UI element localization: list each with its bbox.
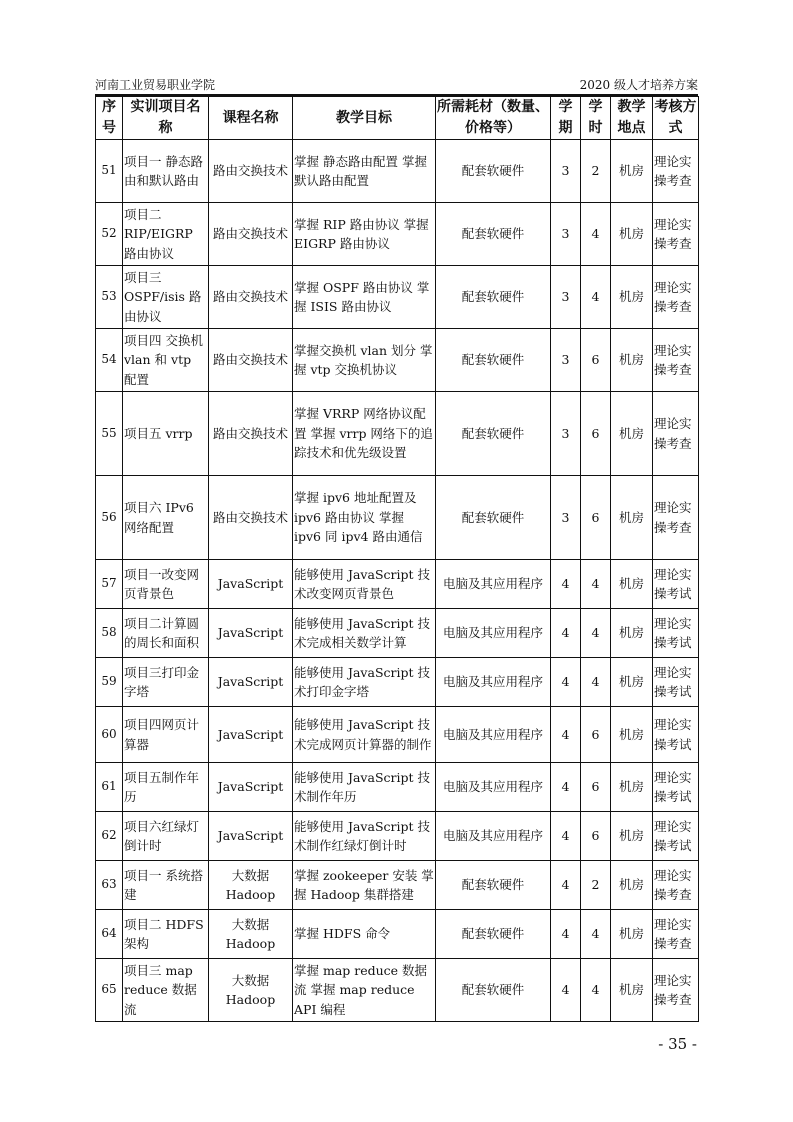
row-course: 大数据 Hadoop — [209, 910, 293, 959]
row-place: 机房 — [611, 959, 653, 1022]
row-materials: 配套软硬件 — [436, 910, 551, 959]
row-hours: 6 — [581, 392, 611, 476]
row-project: 项目四网页计算器 — [123, 707, 209, 763]
row-exam: 理论实操考试 — [653, 609, 699, 658]
row-course: 大数据 Hadoop — [209, 959, 293, 1022]
row-materials: 电脑及其应用程序 — [436, 609, 551, 658]
row-goal: 能够使用 JavaScript 技术打印金字塔 — [293, 658, 436, 707]
row-course: 路由交换技术 — [209, 140, 293, 203]
row-exam: 理论实操考查 — [653, 329, 699, 392]
row-hours: 4 — [581, 959, 611, 1022]
table-row — [96, 329, 699, 392]
row-hours: 6 — [581, 476, 611, 560]
row-course: 路由交换技术 — [209, 476, 293, 560]
row-project: 项目一 系统搭建 — [123, 861, 209, 910]
row-place: 机房 — [611, 812, 653, 861]
row-no: 55 — [96, 392, 123, 476]
row-place: 机房 — [611, 203, 653, 266]
row-term: 3 — [551, 140, 581, 203]
row-goal: 掌握 zookeeper 安装 掌握 Hadoop 集群搭建 — [293, 861, 436, 910]
row-no: 65 — [96, 959, 123, 1022]
row-term: 4 — [551, 609, 581, 658]
row-project: 项目三打印金字塔 — [123, 658, 209, 707]
header-project: 实训项目名称 — [123, 97, 209, 140]
plan-title: 2020 级人才培养方案 — [579, 78, 698, 92]
row-term: 3 — [551, 392, 581, 476]
row-project: 项目二 HDFS 架构 — [123, 910, 209, 959]
row-materials: 配套软硬件 — [436, 861, 551, 910]
header-place: 教学地点 — [611, 97, 653, 140]
row-place: 机房 — [611, 476, 653, 560]
row-term: 4 — [551, 763, 581, 812]
row-course: 路由交换技术 — [209, 392, 293, 476]
row-project: 项目一改变网页背景色 — [123, 560, 209, 609]
row-hours: 6 — [581, 329, 611, 392]
row-no: 51 — [96, 140, 123, 203]
row-term: 4 — [551, 560, 581, 609]
row-place: 机房 — [611, 658, 653, 707]
row-exam: 理论实操考查 — [653, 140, 699, 203]
row-materials: 配套软硬件 — [436, 959, 551, 1022]
row-no: 60 — [96, 707, 123, 763]
header-hours: 学时 — [581, 97, 611, 140]
table-row — [96, 812, 699, 861]
row-goal: 掌握 ipv6 地址配置及 ipv6 路由协议 掌握 ipv6 同 ipv4 路由通信 — [293, 476, 436, 560]
row-course: JavaScript — [209, 658, 293, 707]
school-name: 河南工业贸易职业学院 — [95, 78, 216, 92]
header-exam: 考核方式 — [653, 97, 699, 140]
table-row — [96, 392, 699, 476]
row-course: JavaScript — [209, 560, 293, 609]
row-course: 路由交换技术 — [209, 203, 293, 266]
row-project: 项目二计算圆的周长和面积 — [123, 609, 209, 658]
table-row — [96, 910, 699, 959]
table-header-row — [96, 97, 699, 140]
row-materials: 配套软硬件 — [436, 203, 551, 266]
row-hours: 4 — [581, 203, 611, 266]
header-course: 课程名称 — [209, 97, 293, 140]
row-materials: 电脑及其应用程序 — [436, 658, 551, 707]
row-term: 4 — [551, 707, 581, 763]
row-no: 61 — [96, 763, 123, 812]
row-exam: 理论实操考查 — [653, 910, 699, 959]
row-project: 项目一 静态路由和默认路由 — [123, 140, 209, 203]
row-hours: 4 — [581, 266, 611, 329]
row-materials: 配套软硬件 — [436, 266, 551, 329]
row-materials: 电脑及其应用程序 — [436, 707, 551, 763]
table-row — [96, 861, 699, 910]
row-project: 项目四 交换机 vlan 和 vtp 配置 — [123, 329, 209, 392]
row-place: 机房 — [611, 140, 653, 203]
row-goal: 掌握 静态路由配置 掌握 默认路由配置 — [293, 140, 436, 203]
row-course: JavaScript — [209, 707, 293, 763]
row-course: 大数据 Hadoop — [209, 861, 293, 910]
row-place: 机房 — [611, 329, 653, 392]
row-hours: 6 — [581, 812, 611, 861]
row-no: 54 — [96, 329, 123, 392]
row-materials: 电脑及其应用程序 — [436, 812, 551, 861]
training-table — [95, 96, 699, 1022]
row-goal: 掌握交换机 vlan 划分 掌握 vtp 交换机协议 — [293, 329, 436, 392]
row-term: 3 — [551, 266, 581, 329]
row-term: 4 — [551, 658, 581, 707]
row-course: 路由交换技术 — [209, 329, 293, 392]
table-row — [96, 140, 699, 203]
row-no: 52 — [96, 203, 123, 266]
row-project: 项目六红绿灯倒计时 — [123, 812, 209, 861]
row-exam: 理论实操考试 — [653, 560, 699, 609]
row-course: 路由交换技术 — [209, 266, 293, 329]
row-place: 机房 — [611, 910, 653, 959]
row-goal: 能够使用 JavaScript 技术改变网页背景色 — [293, 560, 436, 609]
table-row — [96, 763, 699, 812]
row-hours: 2 — [581, 861, 611, 910]
page-header — [95, 74, 698, 96]
header-term: 学期 — [551, 97, 581, 140]
row-goal: 能够使用 JavaScript 技术制作年历 — [293, 763, 436, 812]
row-exam: 理论实操考查 — [653, 861, 699, 910]
row-materials: 配套软硬件 — [436, 140, 551, 203]
row-term: 4 — [551, 812, 581, 861]
row-place: 机房 — [611, 707, 653, 763]
table-row — [96, 707, 699, 763]
row-materials: 配套软硬件 — [436, 392, 551, 476]
row-goal: 掌握 HDFS 命令 — [293, 910, 436, 959]
table-row — [96, 609, 699, 658]
row-project: 项目六 IPv6 网络配置 — [123, 476, 209, 560]
row-project: 项目五 vrrp — [123, 392, 209, 476]
row-place: 机房 — [611, 392, 653, 476]
row-no: 62 — [96, 812, 123, 861]
row-exam: 理论实操考查 — [653, 959, 699, 1022]
row-hours: 6 — [581, 707, 611, 763]
row-exam: 理论实操考查 — [653, 476, 699, 560]
row-no: 57 — [96, 560, 123, 609]
row-term: 4 — [551, 910, 581, 959]
row-term: 4 — [551, 959, 581, 1022]
row-hours: 4 — [581, 910, 611, 959]
row-course: JavaScript — [209, 763, 293, 812]
row-exam: 理论实操考查 — [653, 203, 699, 266]
row-no: 53 — [96, 266, 123, 329]
row-no: 63 — [96, 861, 123, 910]
page-number: - 35 - — [658, 1035, 697, 1053]
row-project: 项目三 map reduce 数据流 — [123, 959, 209, 1022]
row-materials: 电脑及其应用程序 — [436, 560, 551, 609]
row-goal: 能够使用 JavaScript 技术完成相关数学计算 — [293, 609, 436, 658]
row-exam: 理论实操考查 — [653, 266, 699, 329]
row-exam: 理论实操考试 — [653, 812, 699, 861]
row-place: 机房 — [611, 861, 653, 910]
row-place: 机房 — [611, 609, 653, 658]
row-hours: 2 — [581, 140, 611, 203]
row-goal: 掌握 map reduce 数据流 掌握 map reduce API 编程 — [293, 959, 436, 1022]
row-no: 56 — [96, 476, 123, 560]
row-term: 3 — [551, 476, 581, 560]
row-term: 4 — [551, 861, 581, 910]
row-project: 项目三 OSPF/isis 路由协议 — [123, 266, 209, 329]
row-materials: 配套软硬件 — [436, 476, 551, 560]
row-course: JavaScript — [209, 812, 293, 861]
row-term: 3 — [551, 329, 581, 392]
row-place: 机房 — [611, 560, 653, 609]
row-exam: 理论实操考试 — [653, 707, 699, 763]
table-row — [96, 203, 699, 266]
row-materials: 电脑及其应用程序 — [436, 763, 551, 812]
row-exam: 理论实操考试 — [653, 763, 699, 812]
row-goal: 掌握 VRRP 网络协议配置 掌握 vrrp 网络下的追踪技术和优先级设置 — [293, 392, 436, 476]
row-goal: 掌握 RIP 路由协议 掌握 EIGRP 路由协议 — [293, 203, 436, 266]
row-goal: 能够使用 JavaScript 技术完成网页计算器的制作 — [293, 707, 436, 763]
row-hours: 4 — [581, 658, 611, 707]
row-course: JavaScript — [209, 609, 293, 658]
row-goal: 掌握 OSPF 路由协议 掌握 ISIS 路由协议 — [293, 266, 436, 329]
row-hours: 4 — [581, 609, 611, 658]
row-hours: 6 — [581, 763, 611, 812]
row-project: 项目二 RIP/EIGRP 路由协议 — [123, 203, 209, 266]
header-materials: 所需耗材（数量、价格等） — [436, 97, 551, 140]
header-goal: 教学目标 — [293, 97, 436, 140]
row-place: 机房 — [611, 266, 653, 329]
row-no: 59 — [96, 658, 123, 707]
table-row — [96, 476, 699, 560]
table-row — [96, 959, 699, 1022]
table-row — [96, 266, 699, 329]
header-no: 序号 — [96, 97, 123, 140]
row-goal: 能够使用 JavaScript 技术制作红绿灯倒计时 — [293, 812, 436, 861]
row-project: 项目五制作年历 — [123, 763, 209, 812]
table-row — [96, 658, 699, 707]
row-materials: 配套软硬件 — [436, 329, 551, 392]
row-hours: 4 — [581, 560, 611, 609]
row-no: 58 — [96, 609, 123, 658]
row-term: 3 — [551, 203, 581, 266]
row-place: 机房 — [611, 763, 653, 812]
table-row — [96, 560, 699, 609]
row-exam: 理论实操考试 — [653, 658, 699, 707]
row-no: 64 — [96, 910, 123, 959]
row-exam: 理论实操考查 — [653, 392, 699, 476]
